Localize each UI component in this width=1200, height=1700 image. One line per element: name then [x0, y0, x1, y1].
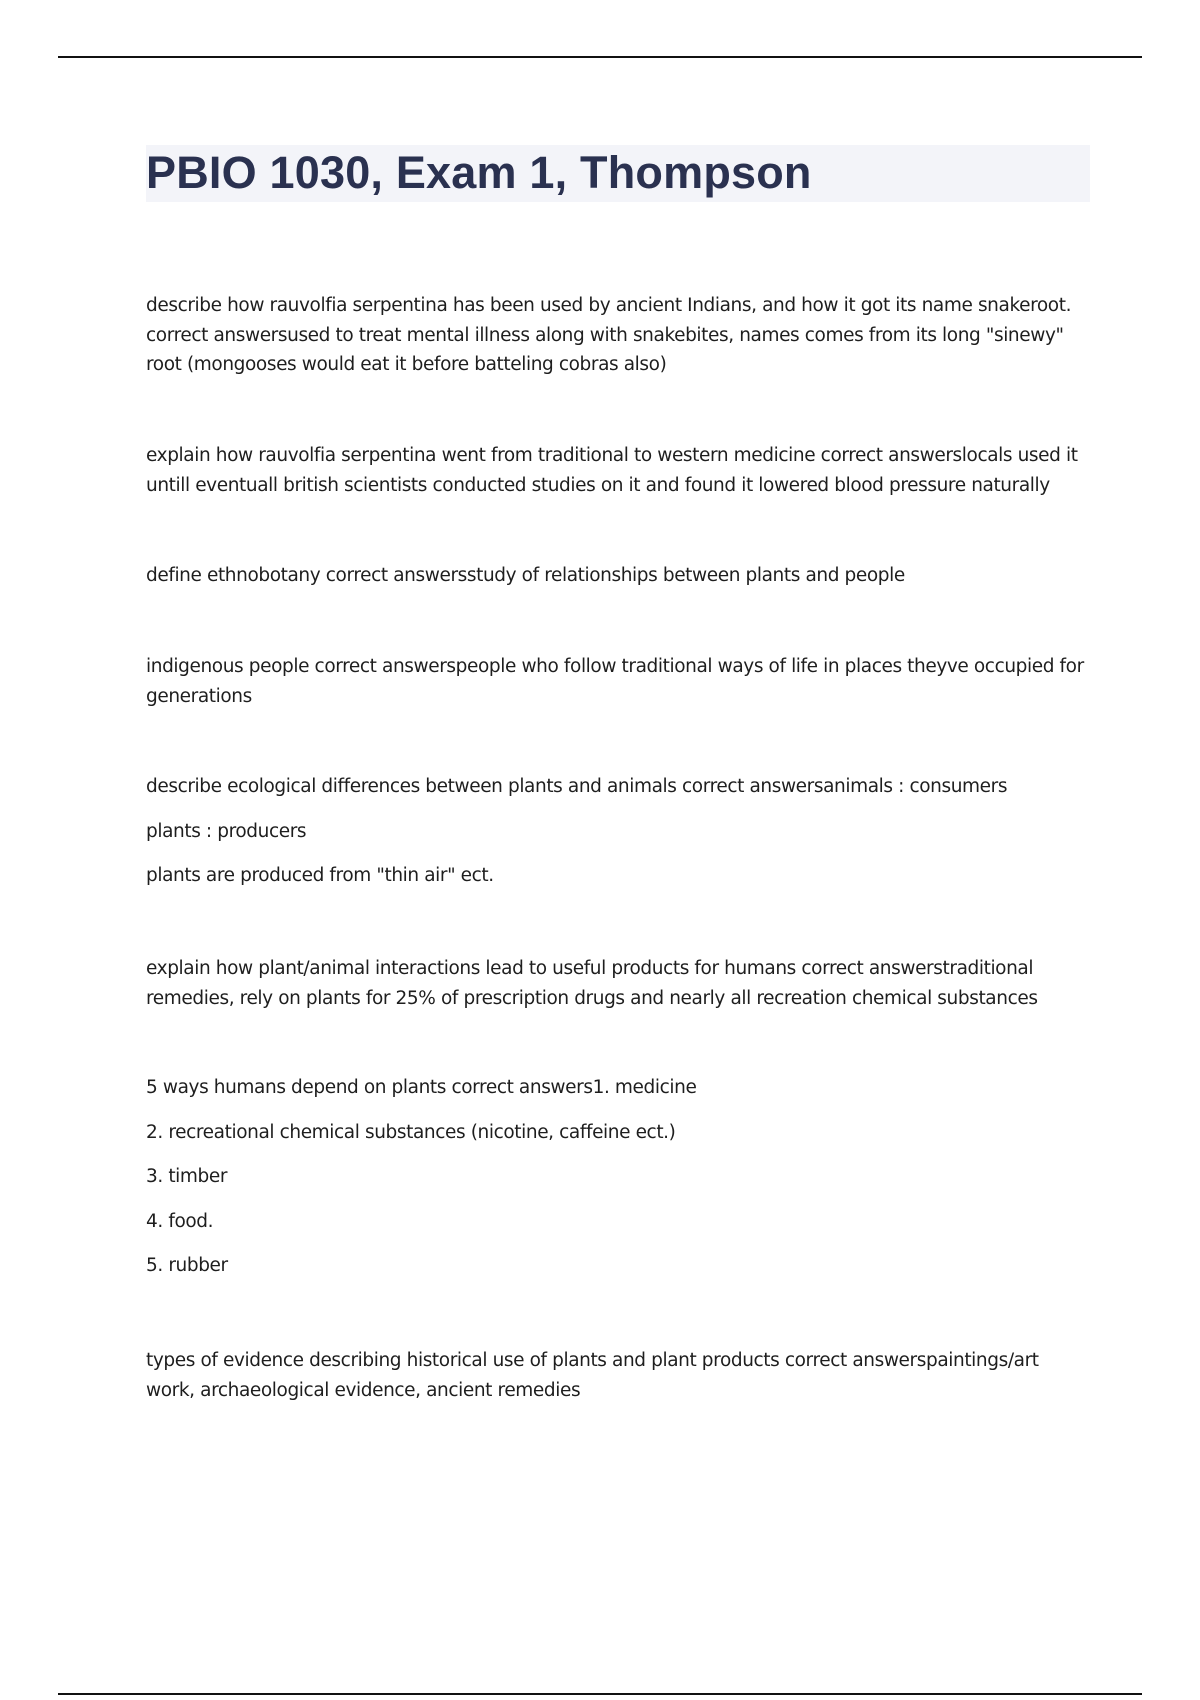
- qa-item: [146, 1073, 1092, 1281]
- qa-text: plants : producers: [146, 820, 307, 842]
- qa-item: [146, 954, 1092, 1013]
- qa-item: [146, 652, 1092, 711]
- qa-text: describe ecological differences between plants and animals correct answersanimals : consumers: [146, 776, 1008, 797]
- qa-text: 3. timber: [146, 1166, 228, 1187]
- document-title: PBIO 1030, Exam 1, Thompson: [146, 147, 812, 198]
- qa-text: define ethnobotany correct answersstudy of relationships between plants and people: [146, 565, 905, 586]
- qa-text: 5. rubber: [146, 1255, 228, 1276]
- qa-text: 5 ways humans depend on plants correct answers1. medicine: [146, 1077, 697, 1098]
- qa-text: describe how rauvolfia serpentina has been used by ancient Indians, and how it got its name snakeroot. correct answersused to treat mental illness along with snakebites, names comes from its long "sinewy" root (mongooses would eat it before batteling cobras also): [146, 295, 1072, 375]
- qa-text: 4. food.: [146, 1210, 214, 1232]
- qa-item: [146, 1346, 1092, 1405]
- qa-item: [146, 561, 1092, 591]
- footer-rule: [58, 1693, 1142, 1695]
- qa-item: [146, 441, 1092, 500]
- qa-text: 2. recreational chemical substances (nicotine, caffeine ect.): [146, 1121, 676, 1143]
- qa-text: plants are produced from "thin air" ect.: [146, 865, 494, 886]
- qa-text: explain how rauvolfia serpentina went from traditional to western medicine correct answerslocals used it untill eventuall british scientists conducted studies on it and found it lowered blood pressure naturally: [146, 445, 1078, 496]
- qa-text: indigenous people correct answerspeople who follow traditional ways of life in places theyve occupied for generations: [146, 656, 1084, 707]
- qa-text: explain how plant/animal interactions lead to useful products for humans correct answerstraditional remedies, rely on plants for 25% of prescription drugs and nearly all recreation chemical substances: [146, 958, 1038, 1009]
- header-rule: [58, 56, 1142, 58]
- qa-text: types of evidence describing historical use of plants and plant products correct answerspaintings/art work, archaeological evidence, ancient remedies: [146, 1350, 1039, 1401]
- qa-item: [146, 772, 1092, 891]
- qa-item: [146, 291, 1092, 380]
